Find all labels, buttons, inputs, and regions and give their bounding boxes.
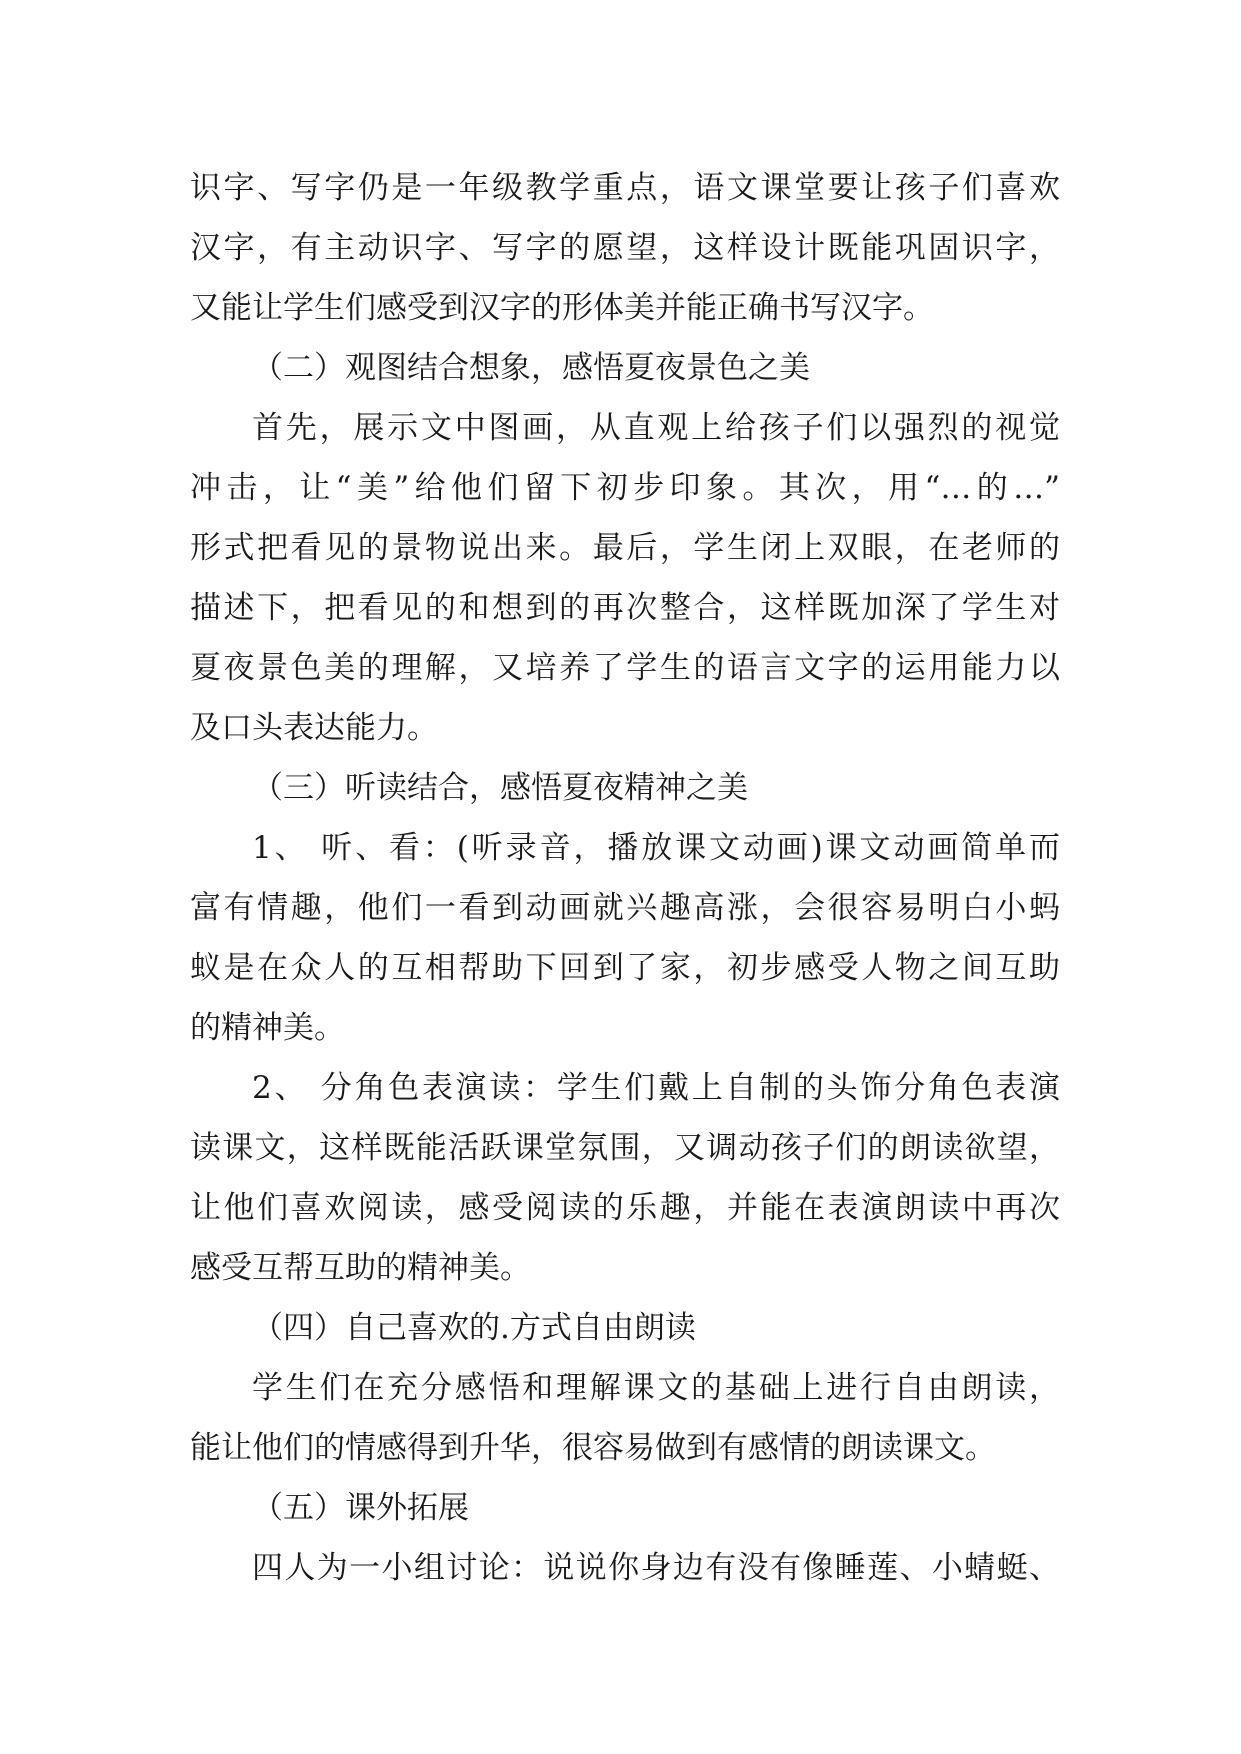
paragraph-line: 四人为一小组讨论：说说你身边有没有像睡莲、小蜻蜓、 xyxy=(252,1550,1060,1586)
paragraph-line: 识字、写字仍是一年级教学重点，语文课堂要让孩子们喜欢 xyxy=(190,170,1060,206)
section-heading-5: （五）课外拓展 xyxy=(252,1490,469,1526)
paragraph-line: 冲击，让“美”给他们留下初步印象。其次，用“…的…” xyxy=(190,470,1060,506)
paragraph-line: 读课文，这样既能活跃课堂氛围，又调动孩子们的朗读欲望， xyxy=(190,1130,1060,1166)
paragraph-line: 能让他们的情感得到升华，很容易做到有感情的朗读课文。 xyxy=(190,1430,996,1466)
paragraph-line: 又能让学生们感受到汉字的形体美并能正确书写汉字。 xyxy=(190,290,934,326)
paragraph-line: 首先，展示文中图画，从直观上给孩子们以强烈的视觉 xyxy=(252,410,1060,446)
paragraph-line: 的精神美。 xyxy=(190,1010,345,1046)
section-heading-4: （四）自己喜欢的.方式自由朗读 xyxy=(252,1310,696,1346)
paragraph-line: 汉字，有主动识字、写字的愿望，这样设计既能巩固识字， xyxy=(190,230,1060,266)
paragraph-line: 让他们喜欢阅读，感受阅读的乐趣，并能在表演朗读中再次 xyxy=(190,1190,1060,1226)
section-heading-3: （三）听读结合，感悟夏夜精神之美 xyxy=(252,770,748,806)
paragraph-line: 1、 听、看：(听录音，播放课文动画)课文动画简单而 xyxy=(252,830,1060,866)
paragraph-line: 形式把看见的景物说出来。最后，学生闭上双眼，在老师的 xyxy=(190,530,1060,566)
paragraph-line: 2、 分角色表演读：学生们戴上自制的头饰分角色表演 xyxy=(252,1070,1060,1106)
paragraph-line: 蚁是在众人的互相帮助下回到了家，初步感受人物之间互助 xyxy=(190,950,1060,986)
document-body xyxy=(190,158,1060,1598)
paragraph-line: 描述下，把看见的和想到的再次整合，这样既加深了学生对 xyxy=(190,590,1060,626)
section-heading-2: （二）观图结合想象，感悟夏夜景色之美 xyxy=(252,350,810,386)
paragraph-line: 夏夜景色美的理解，又培养了学生的语言文字的运用能力以 xyxy=(190,650,1060,686)
paragraph-line: 学生们在充分感悟和理解课文的基础上进行自由朗读， xyxy=(252,1370,1060,1406)
paragraph-line: 富有情趣，他们一看到动画就兴趣高涨，会很容易明白小蚂 xyxy=(190,890,1060,926)
paragraph-line: 感受互帮互助的精神美。 xyxy=(190,1250,531,1286)
paragraph-line: 及口头表达能力。 xyxy=(190,710,438,746)
